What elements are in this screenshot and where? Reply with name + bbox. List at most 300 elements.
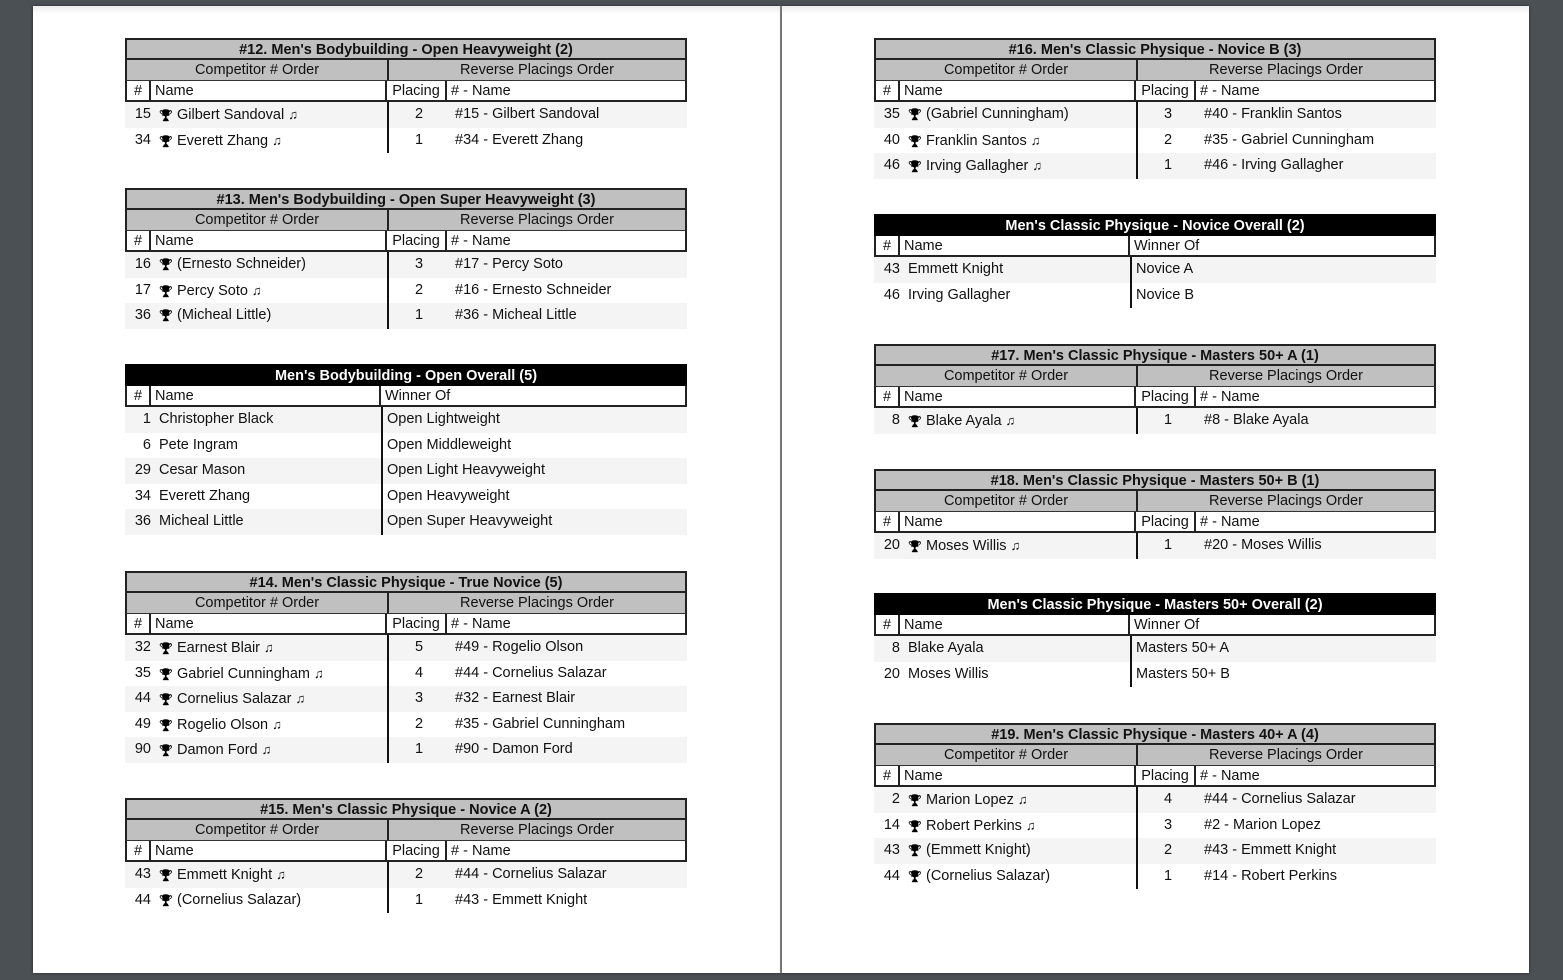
table-title: Men's Classic Physique - Novice Overall (2) xyxy=(874,214,1436,236)
reverse-order-header: Reverse Placings Order xyxy=(1209,368,1363,384)
col-header-placing: Placing xyxy=(1136,766,1196,785)
table-row xyxy=(125,635,687,661)
winner-of: Open Middleweight xyxy=(387,436,512,453)
competitor-name: Percy Soto xyxy=(177,282,248,299)
competitor-name: Moses Willis xyxy=(908,665,989,682)
table-row xyxy=(874,864,1436,890)
competitor-name-cell xyxy=(155,686,389,712)
col-header-winner-of: Winner Of xyxy=(385,388,451,404)
col-header-name: Name xyxy=(151,386,381,405)
col-header-winner-of: Winner Of xyxy=(1134,238,1200,254)
competitor-number: 34 xyxy=(134,131,151,148)
overall-results-table xyxy=(874,593,1436,687)
reverse-order-header: Reverse Placings Order xyxy=(1209,493,1363,509)
col-header-placing: Placing xyxy=(1136,512,1196,531)
competitor-name: (Emmett Knight) xyxy=(926,842,1031,859)
competitor-name-cell xyxy=(904,838,1138,864)
table-body xyxy=(125,252,687,329)
winner-of: Open Super Heavyweight xyxy=(387,513,553,530)
competitor-number: 8 xyxy=(891,640,900,656)
class-results-table xyxy=(874,38,1436,179)
competitor-name-cell xyxy=(155,458,383,484)
competitor-number: 46 xyxy=(883,157,900,174)
reverse-order-name: #17 - Percy Soto xyxy=(455,256,563,272)
competitor-name-cell xyxy=(904,864,1138,890)
competitor-name-cell xyxy=(155,252,389,278)
trophy-icon: 🏆 xyxy=(908,161,922,174)
column-headers xyxy=(874,387,1436,408)
table-row xyxy=(874,102,1436,128)
placing: 2 xyxy=(414,281,424,298)
competitor-number: 43 xyxy=(134,866,151,882)
table-row xyxy=(874,257,1436,283)
reverse-order-name: #15 - Gilbert Sandoval xyxy=(455,106,600,122)
competitor-name-cell xyxy=(155,737,389,763)
col-header-number-name: # - Name xyxy=(451,843,511,859)
column-headers xyxy=(125,81,687,102)
placing: 1 xyxy=(414,307,424,324)
competitor-name: Blake Ayala xyxy=(926,413,1002,429)
reverse-order-header: Reverse Placings Order xyxy=(1209,747,1363,763)
competitor-number: 17 xyxy=(134,281,151,298)
placing: 1 xyxy=(414,891,424,908)
competitor-name: Rogelio Olson xyxy=(177,716,269,733)
competitor-name-cell xyxy=(904,787,1138,813)
col-header-placing: Placing xyxy=(387,231,447,250)
col-header-placing: Placing xyxy=(387,81,447,100)
competitor-name: (Cornelius Salazar) xyxy=(926,867,1051,884)
music-note-icon: ♫ xyxy=(314,665,324,681)
column-headers xyxy=(874,236,1436,257)
table-subheader xyxy=(125,820,687,841)
placing: 1 xyxy=(1163,157,1173,174)
competitor-name: Micheal Little xyxy=(159,513,244,530)
placing: 3 xyxy=(1163,816,1173,833)
col-header-placing: Placing xyxy=(387,614,447,633)
table-row xyxy=(125,303,687,329)
col-header-name: Name xyxy=(900,615,1130,634)
reverse-order-header: Reverse Placings Order xyxy=(460,822,614,838)
col-header-name: Name xyxy=(151,231,387,250)
trophy-icon: 🏆 xyxy=(159,310,173,323)
col-header-number-name: # - Name xyxy=(451,616,511,632)
trophy-icon: 🏆 xyxy=(908,845,922,858)
trophy-icon: 🏆 xyxy=(159,110,173,122)
class-results-table xyxy=(874,469,1436,559)
reverse-order-name: #43 - Emmett Knight xyxy=(455,891,588,908)
competitor-name: Irving Gallagher xyxy=(908,286,1011,303)
table-body xyxy=(874,533,1436,559)
trophy-icon: 🏆 xyxy=(908,820,922,833)
class-results-table xyxy=(125,38,687,153)
class-results-table xyxy=(874,723,1436,889)
table-row xyxy=(125,102,687,128)
table-row xyxy=(125,509,687,535)
table-title: #19. Men's Classic Physique - Masters 40+ A (4) xyxy=(874,723,1436,745)
competitor-name-cell xyxy=(155,661,389,687)
competitor-number: 35 xyxy=(134,664,151,681)
table-body xyxy=(874,787,1436,889)
table-row xyxy=(125,278,687,304)
winner-of: Open Heavyweight xyxy=(387,487,510,504)
placing: 2 xyxy=(414,866,424,882)
class-results-table xyxy=(125,188,687,329)
class-results-table xyxy=(874,344,1436,434)
competitor-order-header: Competitor # Order xyxy=(127,210,389,230)
competitor-name-cell xyxy=(155,128,389,154)
col-header-number: # xyxy=(127,614,151,633)
page-right xyxy=(782,6,1529,973)
trophy-icon: 🏆 xyxy=(159,643,173,655)
competitor-name-cell xyxy=(904,153,1138,179)
column-headers xyxy=(125,841,687,862)
col-header-name: Name xyxy=(900,766,1136,785)
class-results-table xyxy=(125,571,687,763)
reverse-order-name: #49 - Rogelio Olson xyxy=(455,639,584,655)
table-row xyxy=(125,433,687,459)
col-header-number: # xyxy=(876,81,900,100)
class-results-table xyxy=(125,798,687,913)
music-note-icon: ♫ xyxy=(261,742,272,758)
table-subheader xyxy=(125,210,687,231)
col-header-number: # xyxy=(127,386,151,405)
competitor-name-cell xyxy=(155,484,383,510)
trophy-icon: 🏆 xyxy=(908,416,922,428)
table-row xyxy=(874,838,1436,864)
placing: 3 xyxy=(414,256,424,272)
col-header-number: # xyxy=(876,512,900,531)
table-row xyxy=(125,862,687,888)
winner-of: Open Lightweight xyxy=(387,411,500,427)
overall-results-table xyxy=(125,364,687,535)
music-note-icon: ♫ xyxy=(1017,792,1028,807)
competitor-name-cell xyxy=(155,433,383,459)
table-body xyxy=(874,636,1436,687)
table-title: Men's Classic Physique - Masters 50+ Overall (2) xyxy=(874,593,1436,615)
column-headers xyxy=(874,81,1436,102)
competitor-number: 14 xyxy=(883,816,900,833)
placing: 4 xyxy=(1163,791,1173,807)
trophy-icon: 🏆 xyxy=(159,285,173,298)
col-header-number-name: # - Name xyxy=(1200,83,1260,99)
reverse-order-name: #14 - Robert Perkins xyxy=(1204,867,1337,884)
table-row xyxy=(125,128,687,154)
competitor-name: Earnest Blair xyxy=(177,640,261,656)
competitor-name-cell xyxy=(904,257,1132,283)
competitor-name: Gilbert Sandoval xyxy=(177,107,285,123)
table-subheader xyxy=(874,60,1436,81)
table-row xyxy=(125,407,687,433)
col-header-winner-of: Winner Of xyxy=(1134,617,1200,633)
trophy-icon: 🏆 xyxy=(908,135,922,148)
table-row xyxy=(874,662,1436,688)
music-note-icon: ♫ xyxy=(276,867,286,882)
competitor-name: Cornelius Salazar xyxy=(177,691,292,708)
competitor-number: 15 xyxy=(134,106,151,122)
reverse-order-name: #8 - Blake Ayala xyxy=(1204,412,1309,428)
table-body xyxy=(125,102,687,153)
col-header-name: Name xyxy=(900,236,1130,255)
reverse-order-name: #46 - Irving Gallagher xyxy=(1204,157,1344,174)
column-headers xyxy=(874,512,1436,533)
competitor-number: 46 xyxy=(883,286,900,303)
competitor-number: 8 xyxy=(891,412,900,428)
column-headers xyxy=(125,231,687,252)
col-header-number: # xyxy=(876,387,900,406)
competitor-name: Cesar Mason xyxy=(159,462,246,479)
competitor-name-cell xyxy=(155,102,389,128)
trophy-icon: 🏆 xyxy=(908,870,922,883)
competitor-name: Everett Zhang xyxy=(177,132,269,149)
competitor-name: Christopher Black xyxy=(159,411,274,427)
placing: 1 xyxy=(1163,412,1173,428)
table-body xyxy=(874,257,1436,308)
competitor-name: Emmett Knight xyxy=(177,867,273,883)
competitor-number: 1 xyxy=(142,411,151,427)
table-title: #14. Men's Classic Physique - True Novice (5) xyxy=(125,571,687,593)
overall-results-table xyxy=(874,214,1436,308)
trophy-icon: 🏆 xyxy=(159,668,173,681)
col-header-number-name: # - Name xyxy=(1200,514,1260,530)
table-row xyxy=(125,737,687,763)
table-row xyxy=(125,458,687,484)
trophy-icon: 🏆 xyxy=(159,745,173,758)
col-header-number-name: # - Name xyxy=(1200,768,1260,784)
table-row xyxy=(125,252,687,278)
trophy-icon: 🏆 xyxy=(159,719,173,732)
table-subheader xyxy=(125,593,687,614)
competitor-name: Franklin Santos xyxy=(926,132,1027,149)
competitor-number: 29 xyxy=(134,462,151,479)
col-header-name: Name xyxy=(900,81,1136,100)
competitor-name: Damon Ford xyxy=(177,742,258,759)
reverse-order-name: #44 - Cornelius Salazar xyxy=(1204,791,1356,807)
table-subheader xyxy=(874,366,1436,387)
trophy-icon: 🏆 xyxy=(159,135,173,148)
placing: 1 xyxy=(414,131,424,148)
competitor-order-header: Competitor # Order xyxy=(876,491,1138,511)
music-note-icon: ♫ xyxy=(1005,413,1016,428)
competitor-number: 36 xyxy=(134,513,151,530)
reverse-order-name: #36 - Micheal Little xyxy=(455,307,577,324)
music-note-icon: ♫ xyxy=(1010,538,1021,553)
competitor-name: Robert Perkins xyxy=(926,817,1022,834)
col-header-name: Name xyxy=(900,387,1136,406)
table-body xyxy=(125,635,687,763)
page-left xyxy=(33,6,780,973)
table-row xyxy=(125,712,687,738)
table-body xyxy=(125,862,687,913)
competitor-number: 6 xyxy=(142,436,151,453)
competitor-name-cell xyxy=(904,283,1132,309)
competitor-name: (Ernesto Schneider) xyxy=(177,256,306,272)
table-row xyxy=(874,283,1436,309)
table-title: #18. Men's Classic Physique - Masters 50+ B (1) xyxy=(874,469,1436,491)
col-header-number: # xyxy=(876,615,900,634)
placing: 1 xyxy=(1163,537,1173,553)
column-headers xyxy=(874,615,1436,636)
col-header-number-name: # - Name xyxy=(1200,389,1260,405)
competitor-number: 43 xyxy=(883,842,900,859)
competitor-name: Pete Ingram xyxy=(159,436,238,453)
placing: 2 xyxy=(1163,131,1173,148)
trophy-icon: 🏆 xyxy=(908,109,922,121)
competitor-name-cell xyxy=(904,408,1138,434)
placing: 3 xyxy=(1163,106,1173,122)
competitor-number: 44 xyxy=(134,690,151,707)
competitor-order-header: Competitor # Order xyxy=(127,60,389,80)
music-note-icon: ♫ xyxy=(1030,132,1041,148)
placing: 2 xyxy=(1163,842,1173,859)
competitor-number: 2 xyxy=(891,791,900,807)
reverse-order-name: #40 - Franklin Santos xyxy=(1204,106,1342,122)
music-note-icon: ♫ xyxy=(264,640,274,655)
competitor-number: 44 xyxy=(883,867,900,884)
table-row xyxy=(874,128,1436,154)
competitor-name-cell xyxy=(904,102,1138,128)
table-title: #13. Men's Bodybuilding - Open Super Heavyweight (3) xyxy=(125,188,687,210)
competitor-number: 32 xyxy=(134,639,151,655)
col-header-number-name: # - Name xyxy=(451,83,511,99)
competitor-name-cell xyxy=(155,712,389,738)
placing: 3 xyxy=(414,690,424,707)
competitor-name-cell xyxy=(904,533,1138,559)
competitor-name: Moses Willis xyxy=(926,538,1007,554)
reverse-order-header: Reverse Placings Order xyxy=(460,595,614,611)
col-header-number: # xyxy=(876,766,900,785)
reverse-order-header: Reverse Placings Order xyxy=(460,62,614,78)
reverse-order-name: #90 - Damon Ford xyxy=(455,741,573,758)
column-headers xyxy=(125,386,687,407)
col-header-number: # xyxy=(876,236,900,255)
col-header-number: # xyxy=(127,81,151,100)
reverse-order-name: #32 - Earnest Blair xyxy=(455,690,576,707)
placing: 1 xyxy=(1163,867,1173,884)
col-header-placing: Placing xyxy=(1136,387,1196,406)
competitor-number: 20 xyxy=(883,537,900,553)
competitor-name: Gabriel Cunningham xyxy=(177,665,310,682)
reverse-order-name: #44 - Cornelius Salazar xyxy=(455,664,607,681)
competitor-order-header: Competitor # Order xyxy=(127,593,389,613)
table-subheader xyxy=(874,491,1436,512)
competitor-order-header: Competitor # Order xyxy=(127,820,389,840)
competitor-number: 49 xyxy=(134,715,151,732)
col-header-number: # xyxy=(127,841,151,860)
competitor-name-cell xyxy=(155,278,389,304)
competitor-name: Everett Zhang xyxy=(159,487,251,504)
music-note-icon: ♫ xyxy=(251,282,262,298)
trophy-icon: 🏆 xyxy=(159,694,173,707)
trophy-icon: 🏆 xyxy=(159,870,173,882)
winner-of: Masters 50+ B xyxy=(1136,665,1230,682)
competitor-name-cell xyxy=(155,303,389,329)
reverse-order-name: #44 - Cornelius Salazar xyxy=(455,866,607,882)
placing: 2 xyxy=(414,106,424,122)
table-title: #17. Men's Classic Physique - Masters 50+ A (1) xyxy=(874,344,1436,366)
table-row xyxy=(874,787,1436,813)
competitor-name: (Gabriel Cunningham) xyxy=(926,106,1069,122)
competitor-name: (Micheal Little) xyxy=(177,307,272,324)
competitor-name: Irving Gallagher xyxy=(926,158,1029,175)
column-headers xyxy=(874,766,1436,787)
col-header-placing: Placing xyxy=(1136,81,1196,100)
competitor-name-cell xyxy=(155,862,389,888)
table-row xyxy=(874,153,1436,179)
col-header-name: Name xyxy=(151,841,387,860)
competitor-number: 40 xyxy=(883,131,900,148)
reverse-order-name: #35 - Gabriel Cunningham xyxy=(1204,131,1375,148)
table-body xyxy=(874,408,1436,434)
reverse-order-name: #20 - Moses Willis xyxy=(1204,537,1322,553)
table-title: #12. Men's Bodybuilding - Open Heavyweight (2) xyxy=(125,38,687,60)
winner-of: Masters 50+ A xyxy=(1136,640,1230,656)
competitor-order-header: Competitor # Order xyxy=(876,745,1138,765)
competitor-order-header: Competitor # Order xyxy=(876,60,1138,80)
table-title: #15. Men's Classic Physique - Novice A (2) xyxy=(125,798,687,820)
winner-of: Novice B xyxy=(1136,286,1195,303)
competitor-number: 35 xyxy=(883,106,900,122)
table-row xyxy=(874,813,1436,839)
music-note-icon: ♫ xyxy=(272,716,282,732)
reverse-order-name: #43 - Emmett Knight xyxy=(1204,842,1337,859)
table-body xyxy=(125,407,687,535)
reverse-order-header: Reverse Placings Order xyxy=(1209,62,1363,78)
competitor-name-cell xyxy=(155,888,389,914)
col-header-number-name: # - Name xyxy=(451,233,511,249)
col-header-name: Name xyxy=(900,512,1136,531)
col-header-number: # xyxy=(127,231,151,250)
competitor-name-cell xyxy=(904,662,1132,688)
winner-of: Novice A xyxy=(1136,261,1194,277)
table-title: #16. Men's Classic Physique - Novice B (3) xyxy=(874,38,1436,60)
col-header-placing: Placing xyxy=(387,841,447,860)
competitor-name: (Cornelius Salazar) xyxy=(177,891,302,908)
table-row xyxy=(874,533,1436,559)
music-note-icon: ♫ xyxy=(272,132,282,148)
competitor-number: 34 xyxy=(134,487,151,504)
music-note-icon: ♫ xyxy=(288,107,298,122)
reverse-order-name: #16 - Ernesto Schneider xyxy=(455,281,612,298)
col-header-name: Name xyxy=(151,81,387,100)
table-subheader xyxy=(874,745,1436,766)
competitor-name-cell xyxy=(904,128,1138,154)
table-subheader xyxy=(125,60,687,81)
table-row xyxy=(125,888,687,914)
table-title: Men's Bodybuilding - Open Overall (5) xyxy=(125,364,687,386)
trophy-icon: 🏆 xyxy=(908,541,922,553)
table-row xyxy=(874,636,1436,662)
table-row xyxy=(125,484,687,510)
reverse-order-name: #35 - Gabriel Cunningham xyxy=(455,715,626,732)
music-note-icon: ♫ xyxy=(295,691,306,707)
trophy-icon: 🏆 xyxy=(908,795,922,807)
placing: 4 xyxy=(414,664,424,681)
competitor-name: Emmett Knight xyxy=(908,261,1004,277)
competitor-number: 44 xyxy=(134,891,151,908)
reverse-order-name: #2 - Marion Lopez xyxy=(1204,816,1321,833)
competitor-number: 90 xyxy=(134,741,151,758)
competitor-order-header: Competitor # Order xyxy=(876,366,1138,386)
table-row xyxy=(125,661,687,687)
competitor-name-cell xyxy=(904,636,1132,662)
competitor-name-cell xyxy=(155,635,389,661)
competitor-number: 16 xyxy=(134,256,151,272)
music-note-icon: ♫ xyxy=(1025,817,1036,833)
column-headers xyxy=(125,614,687,635)
placing: 5 xyxy=(414,639,424,655)
competitor-name-cell xyxy=(155,407,383,433)
trophy-icon: 🏆 xyxy=(159,259,173,271)
